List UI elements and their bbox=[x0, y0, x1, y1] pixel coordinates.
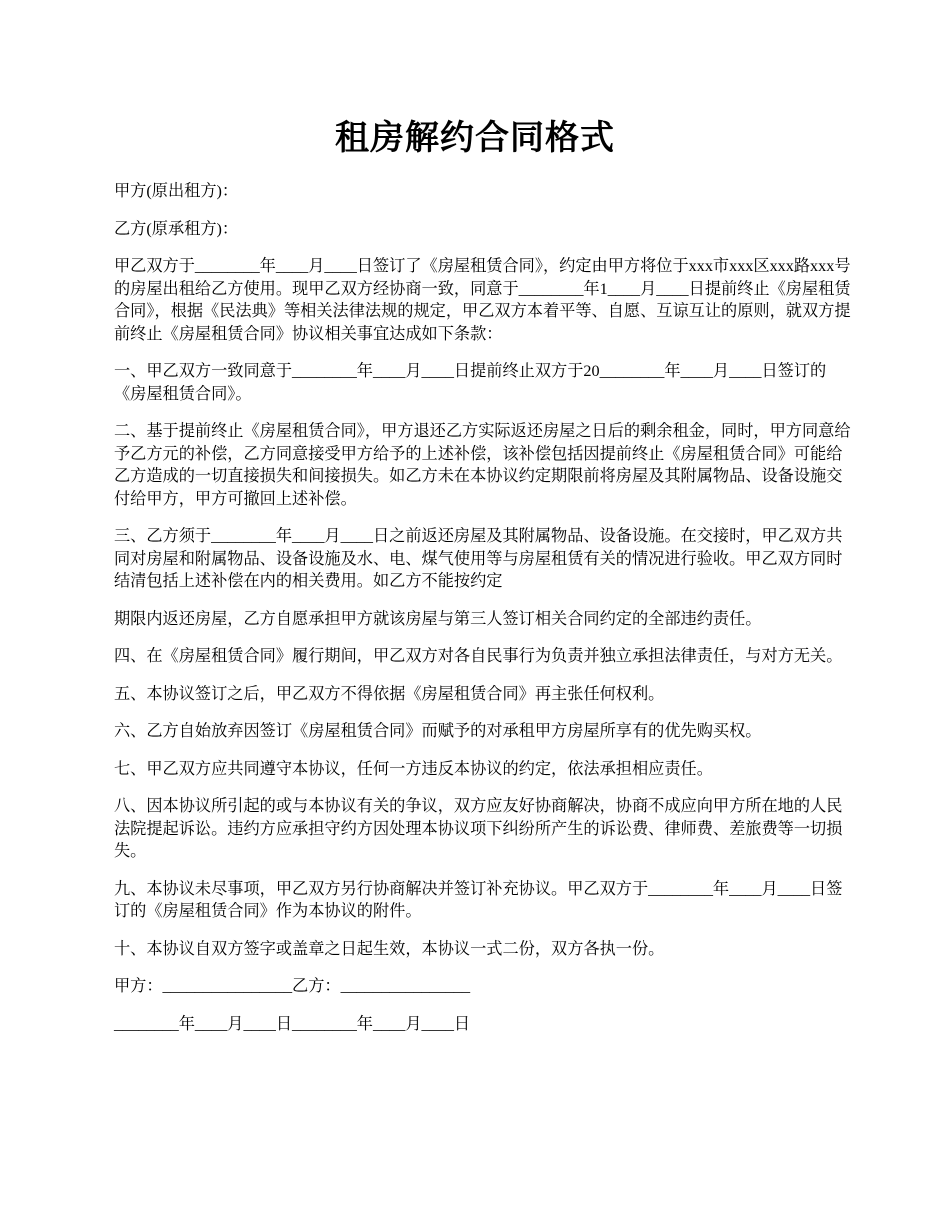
clause-5: 五、本协议签订之后，甲乙双方不得依据《房屋租赁合同》再主张任何权利。 bbox=[114, 684, 665, 703]
clause-4: 四、在《房屋租赁合同》履行期间，甲乙双方对各自民事行为负责并独立承担法律责任，与对方无关。 bbox=[114, 647, 843, 665]
document-body bbox=[114, 180, 856, 1050]
clause-9: 九、本协议未尽事项，甲乙双方另行协商解决并签订补充协议。甲乙双方于________年____月____日签订的《房屋租赁合同》作为本协议的附件。 bbox=[114, 879, 843, 920]
intro-paragraph: 甲乙双方于________年____月____日签订了《房屋租赁合同》，约定由甲方将位于xxx市xxx区xxx路xxx号的房屋出租给乙方使用。现甲乙双方经协商一致，同意于________年1____月____日提前终止《房屋租赁合同》，根据《民法典》等相关法律法规的规定，甲乙双方本着平等、自愿、互谅互让的原则，就双方提前终止《房屋租赁合同》协议相关事宜达成如下条款： bbox=[114, 257, 851, 343]
clause-3-continued: 期限内返还房屋，乙方自愿承担甲方就该房屋与第三人签订相关合同约定的全部违约责任。 bbox=[114, 609, 762, 628]
signature-line: 甲方：________________乙方：________________ bbox=[114, 977, 471, 995]
clause-3: 三、乙方须于________年____月____日之前返还房屋及其附属物品、设备设施。在交接时，甲乙双方共同对房屋和附属物品、设备设施及水、电、煤气使用等与房屋租赁有关的情况进行验收。甲乙双方同时结清包括上述补偿在内的相关费用。如乙方不能按约定 bbox=[114, 527, 843, 590]
clause-2: 二、基于提前终止《房屋租赁合同》，甲方退还乙方实际返还房屋之日后的剩余租金，同时，甲方同意给予乙方元的补偿，乙方同意接受甲方给予的上述补偿，该补偿包括因提前终止《房屋租赁合同》可能给乙方造成的一切直接损失和间接损失。如乙方未在本协议约定期限前将房屋及其附属物品、设备设施交付给甲方，甲方可撤回上述补偿。 bbox=[114, 422, 851, 508]
document-title: 租房解约合同格式 bbox=[335, 118, 615, 158]
clause-6: 六、乙方自始放弃因签订《房屋租赁合同》而赋予的对承租甲方房屋所享有的优先购买权。 bbox=[114, 722, 762, 740]
clause-8: 八、因本协议所引起的或与本协议有关的争议，双方应友好协商解决，协商不成应向甲方所在地的人民法院提起诉讼。违约方应承担守约方因处理本协议项下纠纷所产生的诉讼费、律师费、差旅费等一切损失。 bbox=[114, 797, 843, 860]
clause-1: 一、甲乙双方一致同意于________年____月____日提前终止双方于20________年____月____日签订的《房屋租赁合同》。 bbox=[114, 362, 827, 403]
date-line: ________年____月____日________年____月____日 bbox=[114, 1014, 471, 1033]
clause-7: 七、甲乙双方应共同遵守本协议，任何一方违反本协议的约定，依法承担相应责任。 bbox=[114, 759, 713, 778]
party-b-line: 乙方(原承租方)： bbox=[114, 219, 239, 238]
party-a-line: 甲方(原出租方)： bbox=[114, 182, 239, 200]
clause-10: 十、本协议自双方签字或盖章之日起生效，本协议一式二份，双方各执一份。 bbox=[114, 939, 665, 958]
